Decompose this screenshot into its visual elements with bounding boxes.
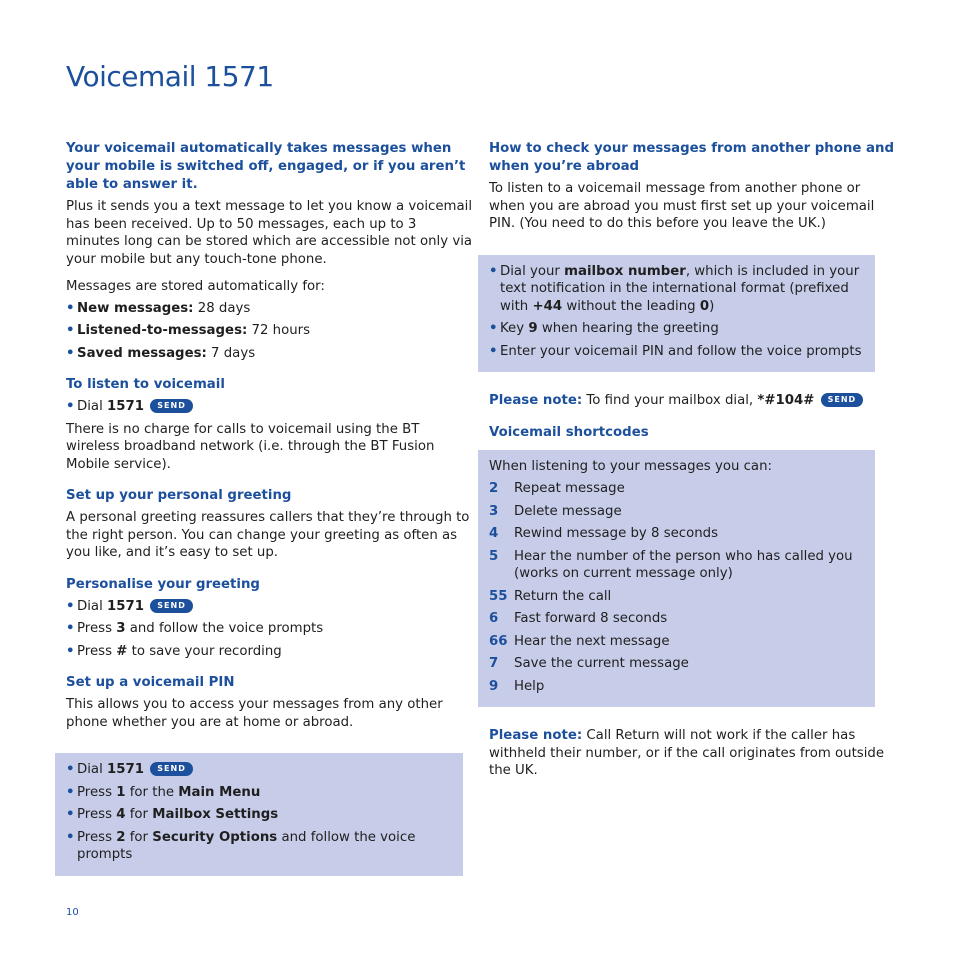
list-item: • Press 4 for Mailbox Settings bbox=[66, 806, 452, 824]
list-item: • Dial 1571 SEND bbox=[66, 761, 452, 779]
note-mailbox: Please note: To find your mailbox dial, *#104# SEND bbox=[489, 392, 897, 410]
send-key-icon: SEND bbox=[150, 762, 193, 776]
note-call-return: Please note: Call Return will not work if the caller has withheld their number, or if the call originates from outside the UK. bbox=[489, 728, 885, 778]
list-item: • Press # to save your recording bbox=[66, 643, 474, 661]
left-column bbox=[66, 140, 474, 876]
intro-heading: Your voicemail automatically takes messages when your mobile is switched off, engaged, or if you aren’t able to answer it. bbox=[66, 141, 466, 192]
pin-text: This allows you to access your messages from any other phone whether you are at home or abroad. bbox=[66, 697, 443, 730]
shortcodes-box bbox=[478, 450, 875, 708]
listen-heading: To listen to voicemail bbox=[66, 377, 225, 392]
greeting-text: A personal greeting reassures callers that they’re through to the right person. You can change your greeting as often as you like, and it’s easy to set up. bbox=[66, 510, 470, 560]
shortcode-row: 6 Fast forward 8 seconds bbox=[489, 611, 668, 626]
list-item: • Dial 1571 SEND bbox=[66, 598, 474, 616]
shortcode-row: 4 Rewind message by 8 seconds bbox=[489, 526, 719, 541]
list-item: • Enter your voicemail PIN and follow the voice prompts bbox=[489, 343, 864, 361]
shortcodes-intro: When listening to your messages you can: bbox=[489, 458, 772, 474]
list-item: • Key 9 when hearing the greeting bbox=[489, 320, 864, 338]
pin-steps-box bbox=[55, 753, 463, 876]
pin-steps-list bbox=[66, 761, 452, 864]
list-item: • New messages: 28 days bbox=[66, 300, 474, 318]
greeting-heading: Set up your personal greeting bbox=[66, 488, 292, 503]
stored-list bbox=[66, 300, 474, 363]
send-key-icon: SEND bbox=[150, 399, 193, 413]
list-item: • Press 3 and follow the voice prompts bbox=[66, 620, 474, 638]
abroad-steps-list bbox=[489, 263, 864, 361]
pin-heading: Set up a voicemail PIN bbox=[66, 675, 235, 690]
intro-text: Plus it sends you a text message to let you know a voicemail has been received. Up to 50 messages, each up to 3 minutes long can be stored which are accessible not only via your mobile but any touch-tone phone. bbox=[66, 199, 473, 267]
list-item: • Listened-to-messages: 72 hours bbox=[66, 322, 474, 340]
abroad-text: To listen to a voicemail message from another phone or when you are abroad you must first set up your voicemail PIN. (You need to do this before you leave the UK.) bbox=[489, 181, 875, 231]
list-item: • Press 1 for the Main Menu bbox=[66, 784, 452, 802]
list-item: • Saved messages: 7 days bbox=[66, 345, 474, 363]
shortcode-row: 3 Delete message bbox=[489, 503, 622, 519]
list-item: • Dial 1571 SEND bbox=[66, 398, 474, 416]
personalise-heading: Personalise your greeting bbox=[66, 576, 260, 592]
shortcode-row: 5 Hear the number of the person who has called you (works on current message only) bbox=[489, 548, 853, 581]
stored-text: Messages are stored automatically for: bbox=[66, 279, 325, 294]
personalise-list bbox=[66, 598, 474, 661]
shortcode-row: 9 Help bbox=[489, 678, 545, 694]
listen-list bbox=[66, 398, 474, 416]
right-column bbox=[489, 140, 897, 790]
list-item: • Dial your mailbox number, which is included in your text notification in the international format (prefixed with +44 without the leading 0) bbox=[489, 263, 864, 316]
send-key-icon: SEND bbox=[821, 393, 864, 407]
list-item: • Press 2 for Security Options and follow the voice prompts bbox=[66, 829, 452, 864]
shortcode-row: 55 Return the call bbox=[489, 588, 612, 604]
send-key-icon: SEND bbox=[150, 599, 193, 613]
shortcode-row: 2 Repeat message bbox=[489, 481, 625, 496]
page-number: 10 bbox=[66, 907, 79, 918]
page-title: Voicemail 1571 bbox=[66, 60, 274, 93]
abroad-steps-box bbox=[478, 255, 875, 373]
listen-text: There is no charge for calls to voicemail using the BT wireless broadband network (i.e. through the BT Fusion Mobile service). bbox=[66, 421, 435, 472]
shortcode-row: 7 Save the current message bbox=[489, 656, 689, 671]
shortcodes-heading: Voicemail shortcodes bbox=[489, 424, 649, 440]
shortcode-row: 66 Hear the next message bbox=[489, 633, 670, 649]
abroad-heading: How to check your messages from another phone and when you’re abroad bbox=[489, 141, 894, 174]
